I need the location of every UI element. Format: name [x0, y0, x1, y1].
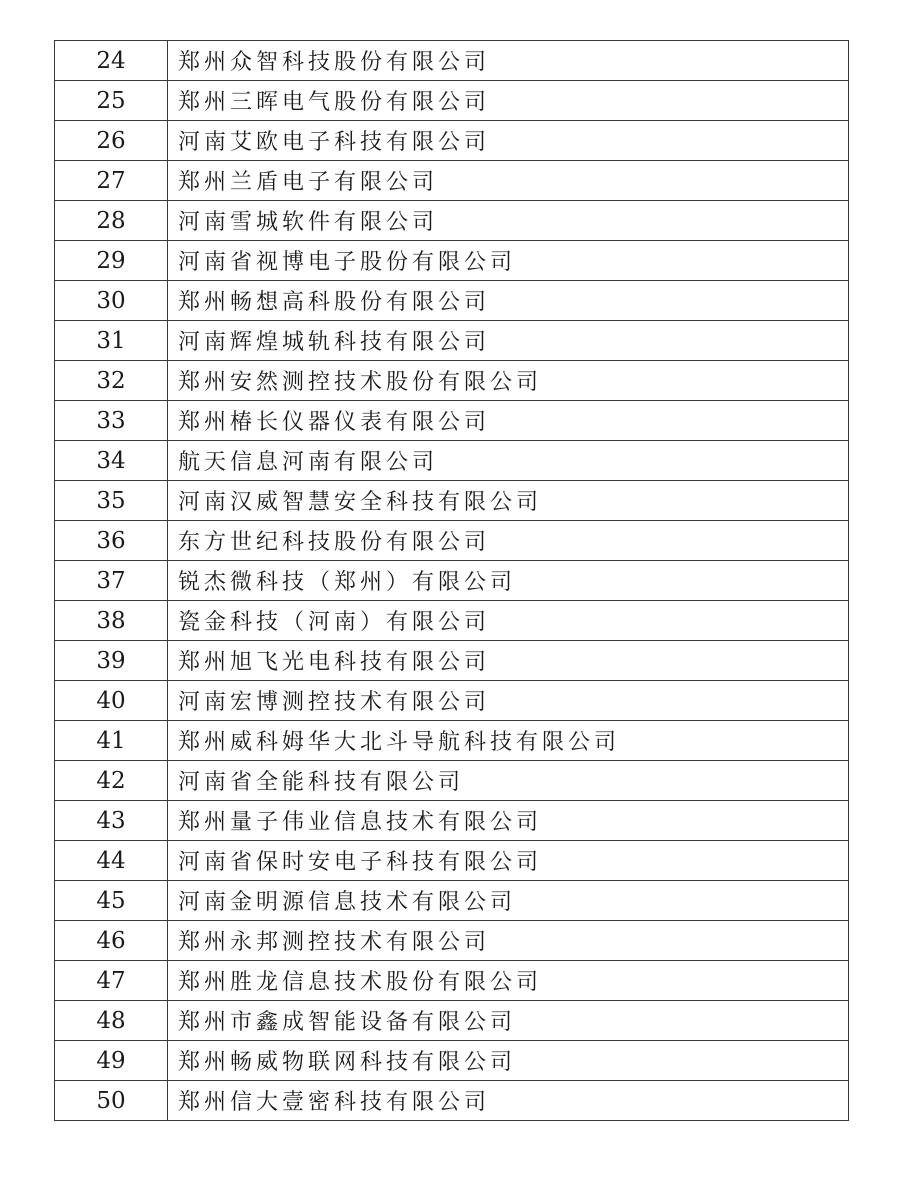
table-row — [55, 881, 849, 921]
table-row — [55, 441, 849, 481]
row-number: 44 — [55, 841, 168, 881]
company-name: 郑州三晖电气股份有限公司 — [168, 81, 849, 121]
table-row — [55, 1001, 849, 1041]
table-row — [55, 681, 849, 721]
row-number: 47 — [55, 961, 168, 1001]
table-row — [55, 401, 849, 441]
table-row — [55, 121, 849, 161]
company-name: 河南艾欧电子科技有限公司 — [168, 121, 849, 161]
table-row — [55, 1081, 849, 1121]
table-row — [55, 641, 849, 681]
row-number: 48 — [55, 1001, 168, 1041]
row-number: 31 — [55, 321, 168, 361]
company-name: 郑州众智科技股份有限公司 — [168, 41, 849, 81]
company-name: 河南汉威智慧安全科技有限公司 — [168, 481, 849, 521]
table-row — [55, 481, 849, 521]
table-row — [55, 1041, 849, 1081]
row-number: 27 — [55, 161, 168, 201]
row-number: 41 — [55, 721, 168, 761]
company-name: 河南雪城软件有限公司 — [168, 201, 849, 241]
table-row — [55, 281, 849, 321]
company-name: 郑州安然测控技术股份有限公司 — [168, 361, 849, 401]
row-number: 32 — [55, 361, 168, 401]
company-name: 河南省全能科技有限公司 — [168, 761, 849, 801]
row-number: 39 — [55, 641, 168, 681]
table-row — [55, 761, 849, 801]
row-number: 42 — [55, 761, 168, 801]
row-number: 37 — [55, 561, 168, 601]
row-number: 25 — [55, 81, 168, 121]
table-row — [55, 81, 849, 121]
company-name: 郑州量子伟业信息技术有限公司 — [168, 801, 849, 841]
company-name: 郑州威科姆华大北斗导航科技有限公司 — [168, 721, 849, 761]
row-number: 33 — [55, 401, 168, 441]
row-number: 38 — [55, 601, 168, 641]
table-row — [55, 521, 849, 561]
company-name: 郑州畅威物联网科技有限公司 — [168, 1041, 849, 1081]
table-row — [55, 561, 849, 601]
company-name: 郑州旭飞光电科技有限公司 — [168, 641, 849, 681]
table-row — [55, 721, 849, 761]
company-name: 郑州兰盾电子有限公司 — [168, 161, 849, 201]
row-number: 49 — [55, 1041, 168, 1081]
company-name: 瓷金科技（河南）有限公司 — [168, 601, 849, 641]
row-number: 46 — [55, 921, 168, 961]
row-number: 36 — [55, 521, 168, 561]
table-row — [55, 601, 849, 641]
company-name: 河南宏博测控技术有限公司 — [168, 681, 849, 721]
company-list-table — [54, 40, 849, 1121]
row-number: 28 — [55, 201, 168, 241]
table-row — [55, 801, 849, 841]
row-number: 34 — [55, 441, 168, 481]
company-name: 郑州信大壹密科技有限公司 — [168, 1081, 849, 1121]
company-name: 河南省视博电子股份有限公司 — [168, 241, 849, 281]
table-row — [55, 921, 849, 961]
company-name: 河南辉煌城轨科技有限公司 — [168, 321, 849, 361]
table-row — [55, 361, 849, 401]
row-number: 40 — [55, 681, 168, 721]
row-number: 50 — [55, 1081, 168, 1121]
row-number: 24 — [55, 41, 168, 81]
table-row — [55, 241, 849, 281]
company-name: 东方世纪科技股份有限公司 — [168, 521, 849, 561]
company-name: 郑州畅想高科股份有限公司 — [168, 281, 849, 321]
company-name: 河南省保时安电子科技有限公司 — [168, 841, 849, 881]
row-number: 43 — [55, 801, 168, 841]
table-body — [55, 41, 849, 1121]
row-number: 45 — [55, 881, 168, 921]
row-number: 29 — [55, 241, 168, 281]
row-number: 30 — [55, 281, 168, 321]
company-name: 航天信息河南有限公司 — [168, 441, 849, 481]
row-number: 26 — [55, 121, 168, 161]
company-name: 郑州永邦测控技术有限公司 — [168, 921, 849, 961]
company-name: 郑州市鑫成智能设备有限公司 — [168, 1001, 849, 1041]
row-number: 35 — [55, 481, 168, 521]
table-row — [55, 841, 849, 881]
table-row — [55, 161, 849, 201]
company-name: 河南金明源信息技术有限公司 — [168, 881, 849, 921]
table-row — [55, 961, 849, 1001]
company-name: 郑州椿长仪器仪表有限公司 — [168, 401, 849, 441]
company-name: 锐杰微科技（郑州）有限公司 — [168, 561, 849, 601]
table-row — [55, 41, 849, 81]
table-row — [55, 321, 849, 361]
company-name: 郑州胜龙信息技术股份有限公司 — [168, 961, 849, 1001]
table-row — [55, 201, 849, 241]
